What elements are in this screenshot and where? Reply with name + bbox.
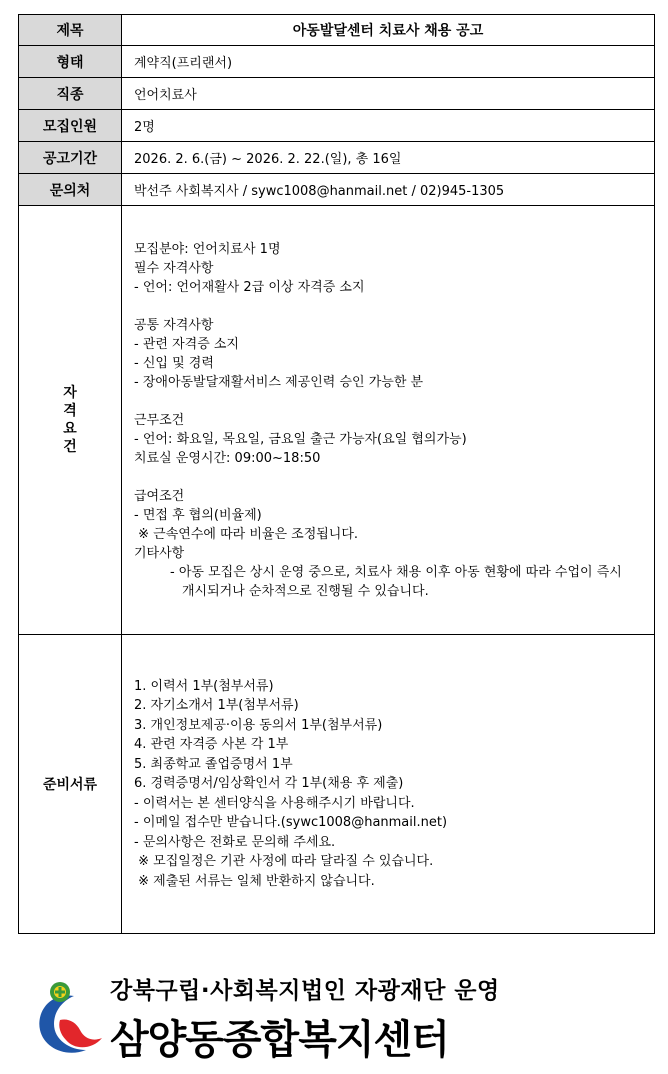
requirements-label-char: 건 [63,439,77,455]
document-item: 4. 관련 자격증 사본 각 1부 [134,737,289,753]
contact-label: 문의처 [19,174,122,206]
common-qual-item: - 신입 및 경력 [134,355,214,371]
title-row [19,15,655,46]
document-note: ※ 모집일정은 기관 사정에 따라 달라질 수 있습니다. [134,854,434,870]
type-label: 형태 [19,46,122,78]
requirements-text [122,240,654,601]
document-item: 3. 개인정보제공·이용 동의서 1부(첨부서류) [134,717,383,733]
work-condition-item: 치료실 운영시간: 09:00~18:50 [134,450,321,466]
salary-note: ※ 근속연수에 따라 비율은 조정됩니다. [134,526,359,542]
recruitment-notice-table [18,14,655,934]
center-logo-icon [30,978,112,1058]
work-condition-item: - 언어: 화요일, 목요일, 금요일 출근 가능자(요일 협의가능) [134,431,467,447]
notice-title: 아동발달센터 치료사 채용 공고 [122,15,655,46]
common-qual-item: - 관련 자격증 소지 [134,336,239,352]
documents-content [122,635,655,934]
document-note: - 이메일 접수만 받습니다.(sywc1008@hanmail.net) [134,815,448,831]
requirements-row [19,206,655,635]
period-label: 공고기간 [19,142,122,174]
required-qual-heading: 필수 자격사항 [134,260,214,276]
documents-label: 준비서류 [19,635,122,934]
operator-org-line: 강북구립·사회복지법인 자광재단 운영 [110,978,500,1004]
common-qual-item: - 장애아동발달재활서비스 제공인력 승인 가능한 분 [134,374,424,390]
document-item: 5. 최종학교 졸업증명서 1부 [134,756,293,772]
contact-row [19,174,655,206]
document-note: ※ 제출된 서류는 일체 반환하지 않습니다. [134,873,375,889]
etc-heading: 기타사항 [134,545,185,561]
type-value: 계약직(프리랜서) [122,46,655,78]
requirements-label [19,206,122,635]
work-condition-heading: 근무조건 [134,412,185,428]
documents-row [19,635,655,934]
headcount-value: 2명 [122,110,655,142]
headcount-label: 모집인원 [19,110,122,142]
salary-item: - 면접 후 협의(비율제) [134,507,262,523]
required-qual-item: - 언어: 언어재활사 2급 이상 자격증 소지 [134,279,365,295]
job-label: 직종 [19,78,122,110]
common-qual-heading: 공통 자격사항 [134,317,214,333]
job-value: 언어치료사 [122,78,655,110]
requirements-content [122,206,655,635]
documents-text [122,677,654,892]
etc-item: - 아동 모집은 상시 운영 중으로, 치료사 채용 이후 아동 현황에 따라 수업이 즉시 개시되거나 순차적으로 진행될 수 있습니다. [170,564,622,599]
document-item: 1. 이력서 1부(첨부서류) [134,678,274,694]
requirements-label-char: 격 [63,403,77,419]
title-label: 제목 [19,15,122,46]
job-row [19,78,655,110]
document-note: - 문의사항은 전화로 문의해 주세요. [134,834,336,850]
document-item: 6. 경력증명서/임상확인서 각 1부(채용 후 제출) [134,776,404,792]
recruit-field: 모집분야: 언어치료사 1명 [134,241,281,257]
document-note: - 이력서는 본 센터양식을 사용해주시기 바랍니다. [134,795,415,811]
footer-branding [30,968,500,1068]
headcount-row [19,110,655,142]
period-value: 2026. 2. 6.(금) ~ 2026. 2. 22.(일), 총 16일 [122,142,655,174]
salary-heading: 급여조건 [134,488,185,504]
center-name: 삼양동종합복지센터 [110,1017,449,1063]
requirements-label-char: 요 [63,421,77,437]
requirements-label-char: 자 [63,385,77,401]
document-item: 2. 자기소개서 1부(첨부서류) [134,698,299,714]
period-row [19,142,655,174]
contact-value: 박선주 사회복지사 / sywc1008@hanmail.net / 02)945-1305 [122,174,655,206]
type-row [19,46,655,78]
